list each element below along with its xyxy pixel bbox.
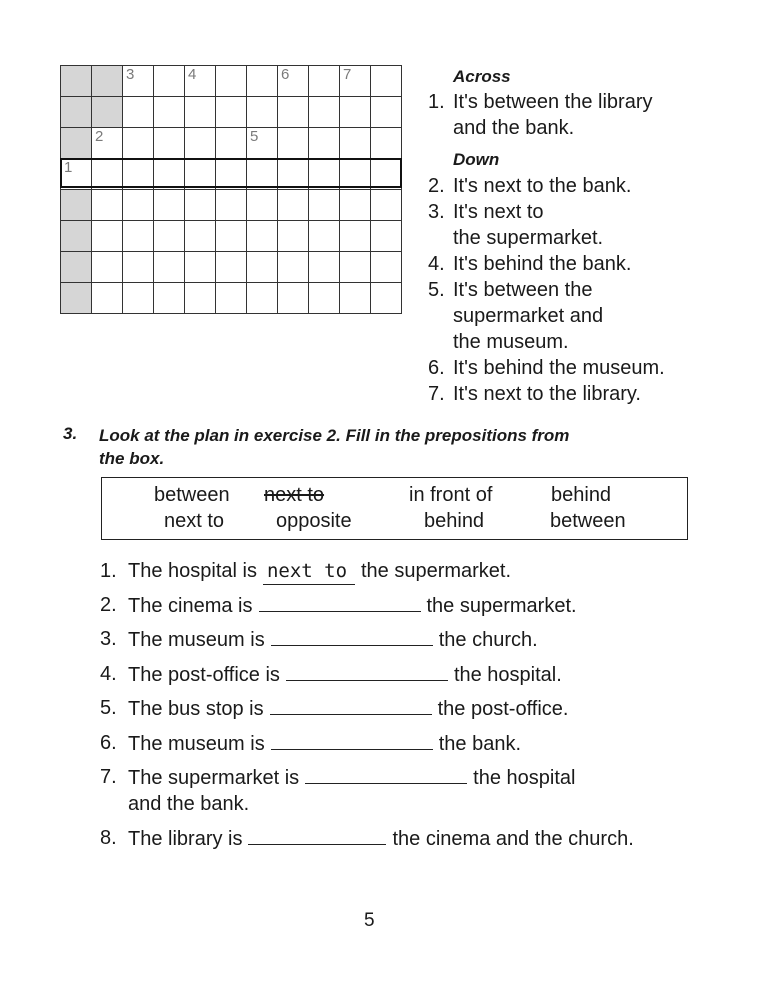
- box-word: next to: [164, 510, 225, 532]
- answer-blank[interactable]: [271, 626, 433, 646]
- crossword-cell[interactable]: [185, 159, 216, 190]
- crossword-cell[interactable]: [371, 66, 402, 97]
- crossword-cell[interactable]: [340, 283, 371, 314]
- crossword-cell[interactable]: [278, 66, 309, 97]
- box-word: between: [154, 484, 230, 506]
- crossword-cell[interactable]: [123, 128, 154, 159]
- crossword-cell[interactable]: [92, 97, 123, 128]
- answer-blank[interactable]: [263, 558, 355, 585]
- clue-number-label: 7.: [428, 383, 445, 405]
- crossword-cell[interactable]: [185, 97, 216, 128]
- answer-blank[interactable]: [248, 825, 386, 845]
- page-number: 5: [364, 910, 375, 931]
- crossword-cell[interactable]: [340, 252, 371, 283]
- sentence-after: the supermarket.: [426, 595, 577, 617]
- crossword-cell[interactable]: [278, 221, 309, 252]
- crossword-cell[interactable]: [247, 66, 278, 97]
- crossword-cell[interactable]: [216, 128, 247, 159]
- crossword-cell[interactable]: [185, 252, 216, 283]
- crossword-cell[interactable]: [185, 221, 216, 252]
- crossword-cell[interactable]: [92, 190, 123, 221]
- crossword-cell[interactable]: [278, 128, 309, 159]
- sentence-before: The supermarket is: [128, 767, 300, 789]
- clue-text: supermarket and: [453, 305, 604, 327]
- crossword-cell[interactable]: [216, 252, 247, 283]
- word-box: [101, 477, 688, 540]
- clue-number: 4: [188, 66, 197, 83]
- clue-text: It's next to the bank.: [453, 175, 632, 197]
- crossword-cell[interactable]: [185, 283, 216, 314]
- crossword-cell[interactable]: [340, 97, 371, 128]
- exercise-number: 3.: [63, 424, 78, 443]
- sentence-after: the hospital.: [453, 664, 562, 686]
- crossword-cell[interactable]: [278, 159, 309, 190]
- crossword-cell[interactable]: [61, 97, 92, 128]
- clue-number: 1: [64, 159, 73, 176]
- clue-text: It's behind the museum.: [453, 357, 665, 379]
- clue-item: [423, 89, 652, 141]
- clue-text: It's next to the library.: [453, 383, 641, 405]
- crossword-cell[interactable]: [216, 221, 247, 252]
- crossword-cell[interactable]: [185, 190, 216, 221]
- crossword-cell[interactable]: [216, 283, 247, 314]
- across-clue-list: [423, 89, 652, 141]
- crossword-cell[interactable]: [154, 252, 185, 283]
- sentence-number: 5.: [100, 697, 117, 719]
- clue-item: [423, 277, 665, 355]
- clue-number-label: 2.: [428, 175, 445, 197]
- answer-blank[interactable]: [271, 730, 433, 750]
- sentence-before: The museum is: [128, 733, 265, 755]
- crossword-cell[interactable]: [371, 190, 402, 221]
- crossword-cell[interactable]: [185, 66, 216, 97]
- crossword-cell[interactable]: [61, 252, 92, 283]
- crossword-cell[interactable]: [371, 252, 402, 283]
- sentence-number: 3.: [100, 628, 117, 650]
- crossword-cell[interactable]: [247, 190, 278, 221]
- crossword-cell[interactable]: [61, 128, 92, 159]
- crossword-cell[interactable]: [185, 128, 216, 159]
- crossword-cell[interactable]: [216, 66, 247, 97]
- sentence-text: [128, 592, 577, 619]
- crossword-cell[interactable]: [309, 252, 340, 283]
- crossword-cell[interactable]: [154, 190, 185, 221]
- sentence-before: The cinema is: [128, 595, 253, 617]
- clue-text: the supermarket.: [453, 227, 604, 249]
- sentence-number: 1.: [100, 560, 117, 582]
- crossword-cell[interactable]: [340, 190, 371, 221]
- crossword-cell[interactable]: [309, 128, 340, 159]
- answer-blank[interactable]: [286, 661, 448, 681]
- crossword-cell[interactable]: [309, 159, 340, 190]
- used-word: next to: [264, 484, 325, 506]
- crossword-cell[interactable]: [340, 128, 371, 159]
- crossword-cell[interactable]: [278, 97, 309, 128]
- sentence-number: 6.: [100, 732, 117, 754]
- clue-text: It's next to: [453, 201, 544, 223]
- sentence-text: [128, 695, 568, 722]
- crossword-cell[interactable]: [123, 66, 154, 97]
- crossword-cell[interactable]: [216, 159, 247, 190]
- sentence-after: the post-office.: [437, 698, 569, 720]
- crossword-cell[interactable]: [216, 97, 247, 128]
- clue-text: the museum.: [453, 331, 569, 353]
- sentence-text: [128, 626, 538, 653]
- clue-item: [423, 173, 665, 199]
- clue-number: 5: [250, 128, 259, 145]
- crossword-cell[interactable]: [309, 221, 340, 252]
- crossword-cell[interactable]: [154, 66, 185, 97]
- sentence-before: The bus stop is: [128, 698, 264, 720]
- box-word: between: [550, 510, 626, 532]
- box-word: behind: [551, 484, 612, 506]
- crossword-cell[interactable]: [278, 252, 309, 283]
- sentence-before: The hospital is: [128, 560, 257, 582]
- clue-number: 7: [343, 66, 352, 83]
- crossword-cell[interactable]: [123, 159, 154, 190]
- crossword-cell[interactable]: [154, 283, 185, 314]
- handwritten-answer: next to: [266, 560, 348, 582]
- crossword-cell[interactable]: [247, 97, 278, 128]
- sentence-number: 4.: [100, 663, 117, 685]
- sentence-before: The library is: [128, 828, 243, 850]
- sentence-text: [128, 764, 575, 817]
- crossword-cell[interactable]: [123, 97, 154, 128]
- crossword-cell[interactable]: [154, 221, 185, 252]
- clue-number-label: 4.: [428, 253, 445, 275]
- crossword-cell[interactable]: [92, 221, 123, 252]
- crossword-cell[interactable]: [247, 128, 278, 159]
- crossword-cell[interactable]: [92, 252, 123, 283]
- sentence-after: the supermarket.: [360, 560, 512, 582]
- crossword-cell[interactable]: [340, 66, 371, 97]
- crossword-cell[interactable]: [154, 97, 185, 128]
- crossword-cell[interactable]: [278, 190, 309, 221]
- crossword-cell[interactable]: [278, 283, 309, 314]
- crossword-cell[interactable]: [92, 66, 123, 97]
- clue-number-label: 5.: [428, 279, 445, 301]
- clue-text: and the bank.: [453, 117, 575, 139]
- instruction-line: the box.: [99, 449, 165, 468]
- clue-item: [423, 251, 665, 277]
- down-heading: Down: [453, 150, 500, 169]
- across-heading: Across: [453, 67, 511, 86]
- crossword-cell[interactable]: [92, 159, 123, 190]
- crossword-cell[interactable]: [123, 221, 154, 252]
- sentence-number: 7.: [100, 766, 117, 788]
- clue-item: [423, 199, 665, 251]
- sentence-text: [128, 730, 521, 757]
- clue-number: 6: [281, 66, 290, 83]
- sentence-text: [128, 661, 562, 688]
- crossword-cell[interactable]: [154, 159, 185, 190]
- sentence-continuation: and the bank.: [128, 793, 250, 815]
- crossword-cell[interactable]: [309, 97, 340, 128]
- crossword-cell[interactable]: [61, 66, 92, 97]
- crossword-cell[interactable]: [123, 252, 154, 283]
- sentence-text: [128, 825, 634, 852]
- box-word: opposite: [276, 510, 352, 532]
- crossword-cell[interactable]: [61, 221, 92, 252]
- crossword-cell[interactable]: [92, 283, 123, 314]
- crossword-cell[interactable]: [61, 190, 92, 221]
- crossword-cell[interactable]: [309, 283, 340, 314]
- clue-number: 2: [95, 128, 104, 145]
- clue-item: [423, 381, 665, 407]
- crossword-cell[interactable]: [371, 221, 402, 252]
- sentence-text: [128, 558, 511, 585]
- crossword-cell[interactable]: [61, 159, 92, 190]
- crossword-cell[interactable]: [216, 190, 247, 221]
- crossword-cell[interactable]: [247, 159, 278, 190]
- exercise-instruction: [99, 424, 659, 470]
- sentence-before: The post-office is: [128, 664, 280, 686]
- answer-blank[interactable]: [259, 592, 421, 612]
- crossword-cell[interactable]: [123, 190, 154, 221]
- clue-item: [423, 355, 665, 381]
- down-clue-list: [423, 173, 665, 407]
- crossword-cell[interactable]: [371, 159, 402, 190]
- crossword-grid: [60, 65, 402, 314]
- clue-text: It's between the: [453, 279, 593, 301]
- crossword-cell[interactable]: [309, 66, 340, 97]
- crossword-cell[interactable]: [340, 221, 371, 252]
- crossword-cell[interactable]: [247, 252, 278, 283]
- crossword-cell[interactable]: [371, 97, 402, 128]
- sentence-after: the hospital: [473, 767, 576, 789]
- clue-text: It's between the library: [453, 91, 653, 113]
- answer-blank[interactable]: [270, 695, 432, 715]
- crossword-cell[interactable]: [92, 128, 123, 159]
- crossword-cell[interactable]: [61, 283, 92, 314]
- clue-number: 3: [126, 66, 135, 83]
- sentence-number: 2.: [100, 594, 117, 616]
- sentence-after: the cinema and the church.: [392, 828, 634, 850]
- crossword-cell[interactable]: [123, 283, 154, 314]
- answer-blank[interactable]: [305, 764, 467, 784]
- crossword-cell[interactable]: [371, 283, 402, 314]
- sentence-before: The museum is: [128, 629, 265, 651]
- crossword-cell[interactable]: [371, 128, 402, 159]
- sentence-after: the church.: [438, 629, 538, 651]
- clue-text: It's behind the bank.: [453, 253, 632, 275]
- crossword-cell[interactable]: [154, 128, 185, 159]
- instruction-line: Look at the plan in exercise 2. Fill in the prepositions from: [99, 426, 570, 445]
- clue-number-label: 1.: [428, 91, 445, 113]
- box-word: behind: [424, 510, 485, 532]
- clue-number-label: 3.: [428, 201, 445, 223]
- crossword-cell[interactable]: [247, 221, 278, 252]
- crossword-cell[interactable]: [309, 190, 340, 221]
- crossword-cell[interactable]: [247, 283, 278, 314]
- sentence-number: 8.: [100, 827, 117, 849]
- clue-number-label: 6.: [428, 357, 445, 379]
- sentence-after: the bank.: [438, 733, 522, 755]
- crossword-cell[interactable]: [340, 159, 371, 190]
- box-word: in front of: [409, 484, 493, 506]
